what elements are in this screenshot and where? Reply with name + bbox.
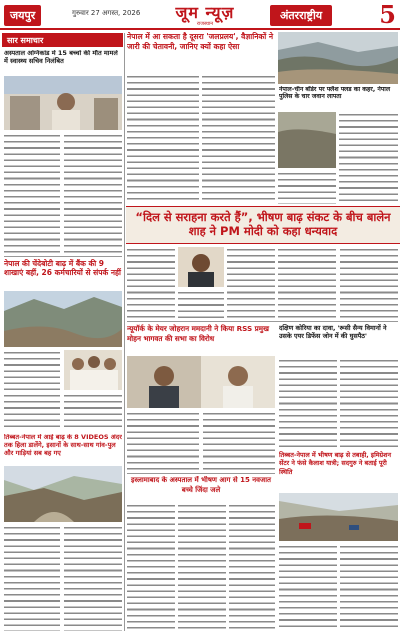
- sidebar-story2-text-a: [4, 350, 60, 390]
- sidebar-title: सार समाचार: [2, 33, 123, 47]
- quote-banner: [126, 206, 400, 244]
- korea-headline: दक्षिण कोरिया का दावा, 'रूसी सैन्य विमानों ने उसके एयर डिफेंस जोन में की घुसपैठ': [279, 324, 387, 341]
- flood-headline: नेपाल-चीन बॉर्डर पर फ्लैश फ्लड का कहर, नेपाल पुलिस के चार जवान लापता: [279, 86, 391, 101]
- edition-city: जयपुर: [4, 5, 41, 26]
- divider: [4, 256, 122, 257]
- top-story-headline: नेपाल में आ सकता है दूसरा 'जलप्रलय', वैज्ञानिकों ने जारी की चेतावनी, जानिए क्यों कहा ऐसा: [127, 32, 274, 51]
- divider: [127, 473, 275, 474]
- edition-date: गुरुवार 27 अगस्त, 2026: [72, 9, 141, 17]
- logo-subtitle: राजस्थान: [196, 21, 214, 27]
- ny-mayor-text-a: [127, 411, 199, 471]
- portrait-photo: [178, 247, 224, 287]
- landslide-photo: [4, 466, 122, 522]
- flood-text-b: [278, 171, 336, 204]
- newspaper-logo: [150, 1, 260, 28]
- column-divider: [124, 33, 125, 631]
- meeting-photo: [64, 350, 122, 390]
- sidebar-story1-text-b: [64, 133, 122, 253]
- quote-story-text-c: [178, 290, 224, 319]
- section-name: अंतरराष्ट्रीय: [270, 5, 332, 26]
- sidebar-story1-text-a: [4, 133, 60, 253]
- flood-text-a: [339, 112, 398, 204]
- islamabad-text-b: [178, 503, 226, 631]
- masthead: [0, 0, 400, 30]
- sidebar-story3-text: [64, 393, 122, 431]
- logo-text: जूम न्यूज़: [175, 3, 235, 22]
- quote-story-text-a: [127, 247, 175, 319]
- islamabad-text-a: [127, 503, 175, 631]
- tibet-text-b: [340, 544, 398, 631]
- sidebar-story2-text-b: [4, 393, 60, 431]
- ny-mayor-headline: न्यूयॉर्क के मेयर जोहरान ममदानी ने किया RSS प्रमुख मोहन भागवत की सभा का विरोध: [127, 324, 269, 343]
- korea-text-a: [279, 358, 337, 448]
- sidebar-story1-headline: अस्पताल अग्निकांड में 15 बच्चों की मौत मामले में स्वास्थ्य सचिव निलंबित: [4, 50, 118, 65]
- flood-photo-2: [278, 112, 336, 168]
- quote-headline: “दिल से सराहना करते हैं”, भीषण बाढ़ संकट के बीच बालेन शाह ने PM मोदी को कहा धन्यवाद: [135, 210, 391, 238]
- islamabad-headline: इस्लामाबाद के अस्पताल में भीषण आग से 15 नवजात बच्चे जिंदा जले: [130, 476, 272, 494]
- ny-mayor-text-b: [203, 411, 275, 471]
- sidebar-story2-headline: नेपाल की चेंदेबोटी बाढ़ में बैंक की 9 शाखाएं बहीं, 26 कर्मचारियों से संपर्क नहीं: [4, 259, 121, 277]
- landslide-headline: तिब्बत-नेपाल में आई बाढ़ के 8 VIDEOS अंदर तक हिला डालेंगे, इसानों के साथ-साथ गांव-पुल और गाड़ियां सब बह गए: [4, 434, 122, 457]
- tibet-photo: [279, 493, 398, 541]
- top-story-text-b: [202, 74, 275, 204]
- top-story-text-a: [127, 74, 199, 204]
- landslide-text-b: [64, 525, 122, 631]
- sidebar-story1-photo: [4, 76, 122, 130]
- tibet-text-a: [279, 544, 337, 631]
- quote-story-text-e: [340, 247, 398, 319]
- islamabad-text-c: [229, 503, 275, 631]
- tibet-headline: तिब्बत-नेपाल में भीषण बाढ़ से तबाही, इमिग्रेशन सेंटर ने फंसे कैलाश यात्री; सदगुरु ने बताई पूरी स्थिति: [279, 451, 392, 476]
- sidebar-story2-photo: [4, 291, 122, 347]
- quote-story-text-d: [278, 247, 336, 319]
- flood-photo: [278, 32, 398, 84]
- ny-mayor-photo: [127, 356, 275, 408]
- divider: [127, 321, 398, 322]
- korea-text-b: [340, 358, 398, 448]
- quote-story-text-b: [227, 247, 275, 319]
- landslide-text-a: [4, 525, 60, 631]
- page-number: 5: [379, 0, 396, 29]
